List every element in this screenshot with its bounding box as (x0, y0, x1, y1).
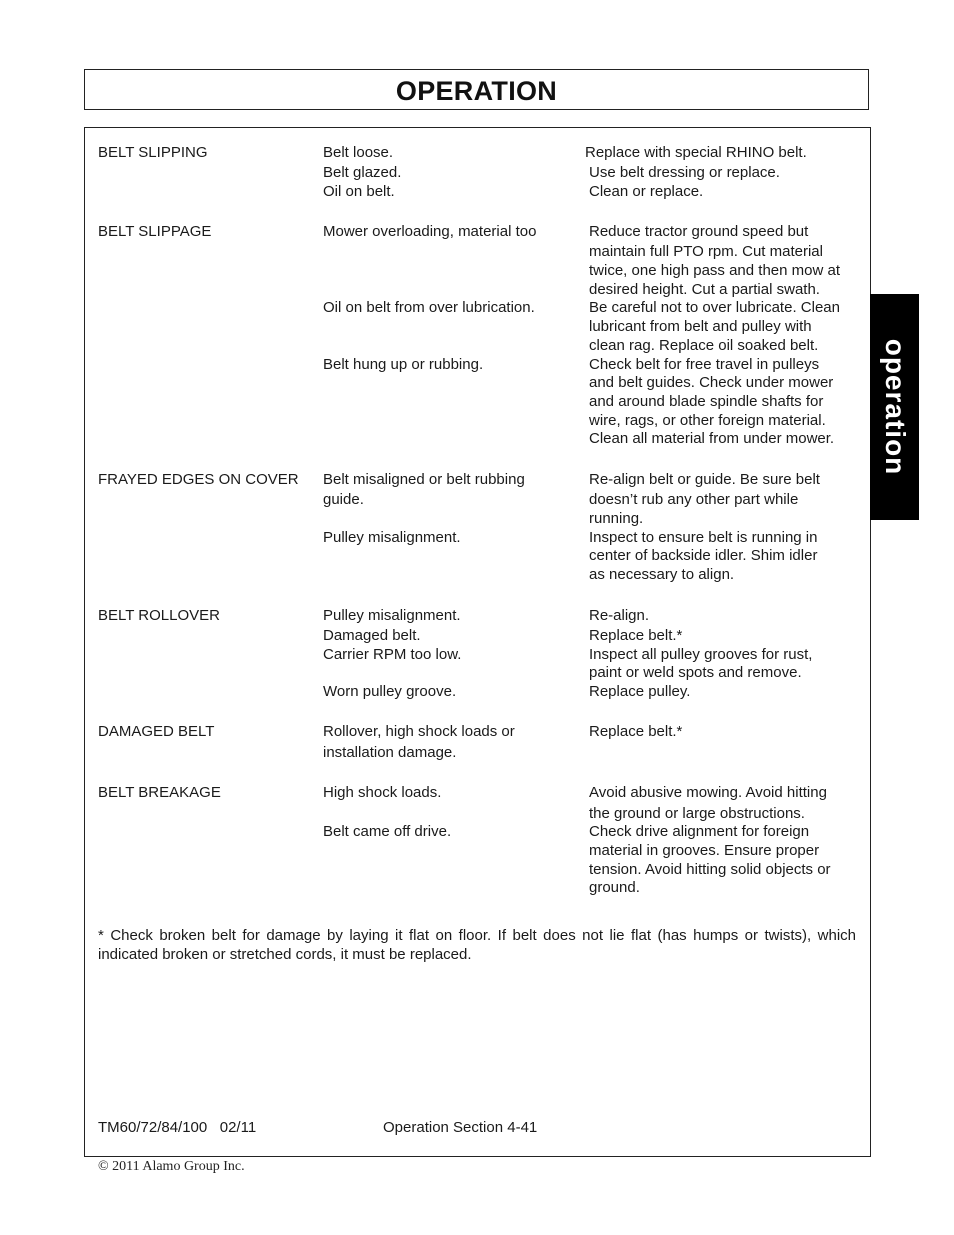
cause-line: Belt misaligned or belt rubbing (323, 471, 525, 488)
cause-line: guide. (323, 491, 364, 508)
remedy-text: Clean or replace. (589, 183, 704, 200)
remedy-line: clean rag. Replace oil soaked belt. (589, 337, 819, 354)
cause-line: Rollover, high shock loads or (323, 723, 515, 740)
cause-text: Mower overloading, material too (323, 223, 537, 240)
remedy-text: Replace with special RHINO belt. (585, 144, 807, 161)
cause-text: Worn pulley groove. (323, 683, 457, 700)
problem-belt-breakage: BELT BREAKAGE (98, 784, 221, 801)
remedy-line: ground. (589, 879, 640, 896)
header-box (84, 69, 869, 110)
remedy-line: and around blade spindle shafts for (589, 393, 824, 410)
cause-text: Pulley misalignment. (323, 529, 461, 546)
cause-line: installation damage. (323, 744, 457, 761)
remedy-line: Check belt for free travel in pulleys (589, 356, 820, 373)
remedy-line: doesn’t rub any other part while (589, 491, 799, 508)
remedy-line: Be careful not to over lubricate. Clean (589, 299, 840, 316)
cause-text: Belt glazed. (323, 164, 402, 181)
footnote: * Check broken belt for damage by laying it flat on floor. If belt does not lie flat (has humps or twists), which indicated broken or stretched cords, it must be replaced. (98, 927, 856, 963)
cause-text: Oil on belt from over lubrication. (323, 299, 535, 316)
remedy-line: Clean all material from under mower. (589, 430, 835, 447)
problem-frayed-edges: FRAYED EDGES ON COVER (98, 471, 299, 488)
remedy-line: maintain full PTO rpm. Cut material (589, 243, 823, 260)
problem-belt-slippage: BELT SLIPPAGE (98, 223, 212, 240)
remedy-line: Check drive alignment for foreign (589, 823, 810, 840)
copyright: © 2011 Alamo Group Inc. (98, 1159, 245, 1174)
remedy-line: paint or weld spots and remove. (589, 664, 802, 681)
remedy-text: Re-align. (589, 607, 650, 624)
cause-text: Pulley misalignment. (323, 607, 461, 624)
remedy-line: Reduce tractor ground speed but (589, 223, 809, 240)
remedy-line: tension. Avoid hitting solid objects or (589, 861, 831, 878)
footer-model: TM60/72/84/100 02/11 (98, 1119, 257, 1136)
problem-damaged-belt: DAMAGED BELT (98, 723, 215, 740)
remedy-line: Inspect to ensure belt is running in (589, 529, 818, 546)
remedy-line: desired height. Cut a partial swath. (589, 281, 820, 298)
remedy-text: Use belt dressing or replace. (589, 164, 780, 181)
remedy-line: Re-align belt or guide. Be sure belt (589, 471, 820, 488)
problem-belt-slipping: BELT SLIPPING (98, 144, 208, 161)
cause-text: High shock loads. (323, 784, 442, 801)
remedy-line: wire, rags, or other foreign material. (589, 412, 826, 429)
remedy-line: Inspect all pulley grooves for rust, (589, 646, 813, 663)
remedy-line: twice, one high pass and then mow at (589, 262, 840, 279)
cause-text: Damaged belt. (323, 627, 421, 644)
section-side-tab (870, 294, 919, 520)
cause-text: Carrier RPM too low. (323, 646, 462, 663)
side-tab-label: operation (879, 338, 911, 476)
remedy-line: the ground or large obstructions. (589, 805, 805, 822)
remedy-line: lubricant from belt and pulley with (589, 318, 812, 335)
cause-text: Belt hung up or rubbing. (323, 356, 484, 373)
remedy-line: as necessary to align. (589, 566, 735, 583)
remedy-line: Avoid abusive mowing. Avoid hitting (589, 784, 827, 801)
problem-belt-rollover: BELT ROLLOVER (98, 607, 220, 624)
remedy-line: material in grooves. Ensure proper (589, 842, 820, 859)
remedy-text: Replace belt.* (589, 627, 683, 644)
cause-text: Oil on belt. (323, 183, 395, 200)
cause-text: Belt loose. (323, 144, 394, 161)
remedy-text: Replace belt.* (589, 723, 683, 740)
remedy-text: Replace pulley. (589, 683, 691, 700)
remedy-line: and belt guides. Check under mower (589, 374, 834, 391)
page-title: OPERATION (395, 76, 558, 106)
remedy-line: center of backside idler. Shim idler (589, 547, 818, 564)
footer-section: Operation Section 4-41 (383, 1119, 538, 1136)
remedy-line: running. (589, 510, 644, 527)
cause-text: Belt came off drive. (323, 823, 452, 840)
